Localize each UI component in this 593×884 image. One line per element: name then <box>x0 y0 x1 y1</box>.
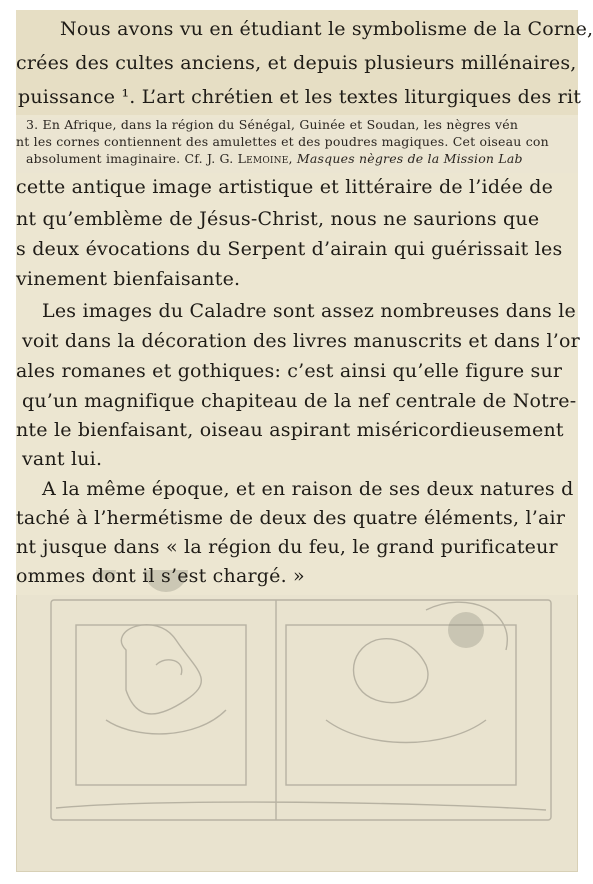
text-line: A la même époque, et en raison de ses deux natures d <box>42 478 574 500</box>
paper-sheet <box>16 10 593 872</box>
text-line: ommes dont il s’est chargé. » <box>16 565 305 587</box>
footnote-line <box>26 151 523 166</box>
text-line: cette antique image artistique et littéraire de l’idée de <box>16 176 554 198</box>
text-line: Nous avons vu en étudiant le symbolisme de la Corne, <box>60 18 593 40</box>
footnote-separator: , <box>288 151 297 166</box>
text-line: nt qu’emblème de Jésus-Christ, nous ne saurions que <box>16 208 540 230</box>
text-line: vant lui. <box>22 448 103 470</box>
text-line: nte le bienfaisant, oiseau aspirant miséricordieusement <box>16 419 564 441</box>
text-line: qu’un magnifique chapiteau de la nef centrale de Notre- <box>22 390 577 412</box>
footnote-line: nt les cornes contiennent des amulettes et des poudres magiques. Cet oiseau con <box>16 134 549 149</box>
footnote-line: 3. En Afrique, dans la région du Sénégal, Guinée et Soudan, les nègres vén <box>26 117 519 132</box>
text-line: nt jusque dans « la région du feu, le grand purificateur <box>16 536 558 558</box>
text-line: ales romanes et gothiques: c’est ainsi qu’elle figure sur <box>16 360 563 382</box>
text-line: Les images du Caladre sont assez nombreuses dans le <box>42 300 576 322</box>
footnote-author: Lemoine <box>237 151 289 166</box>
text-line: taché à l’hermétisme de deux des quatre éléments, l’air <box>16 507 566 529</box>
text-line: vinement bienfaisante. <box>16 268 241 290</box>
bleed-through-engraving <box>46 570 556 830</box>
footnote-text: absolument imaginaire. Cf. J. G. <box>26 151 238 166</box>
text-line: crées des cultes anciens, et depuis plusieurs millénaires, <box>16 52 577 74</box>
footnote-title: Masques nègres de la Mission Lab <box>296 151 523 166</box>
text-line: voit dans la décoration des livres manuscrits et dans l’or <box>22 330 580 352</box>
text-line: s deux évocations du Serpent d’airain qui guérissait les <box>16 238 563 260</box>
text-line: puissance ¹. L’art chrétien et les textes liturgiques des rit <box>18 86 582 108</box>
